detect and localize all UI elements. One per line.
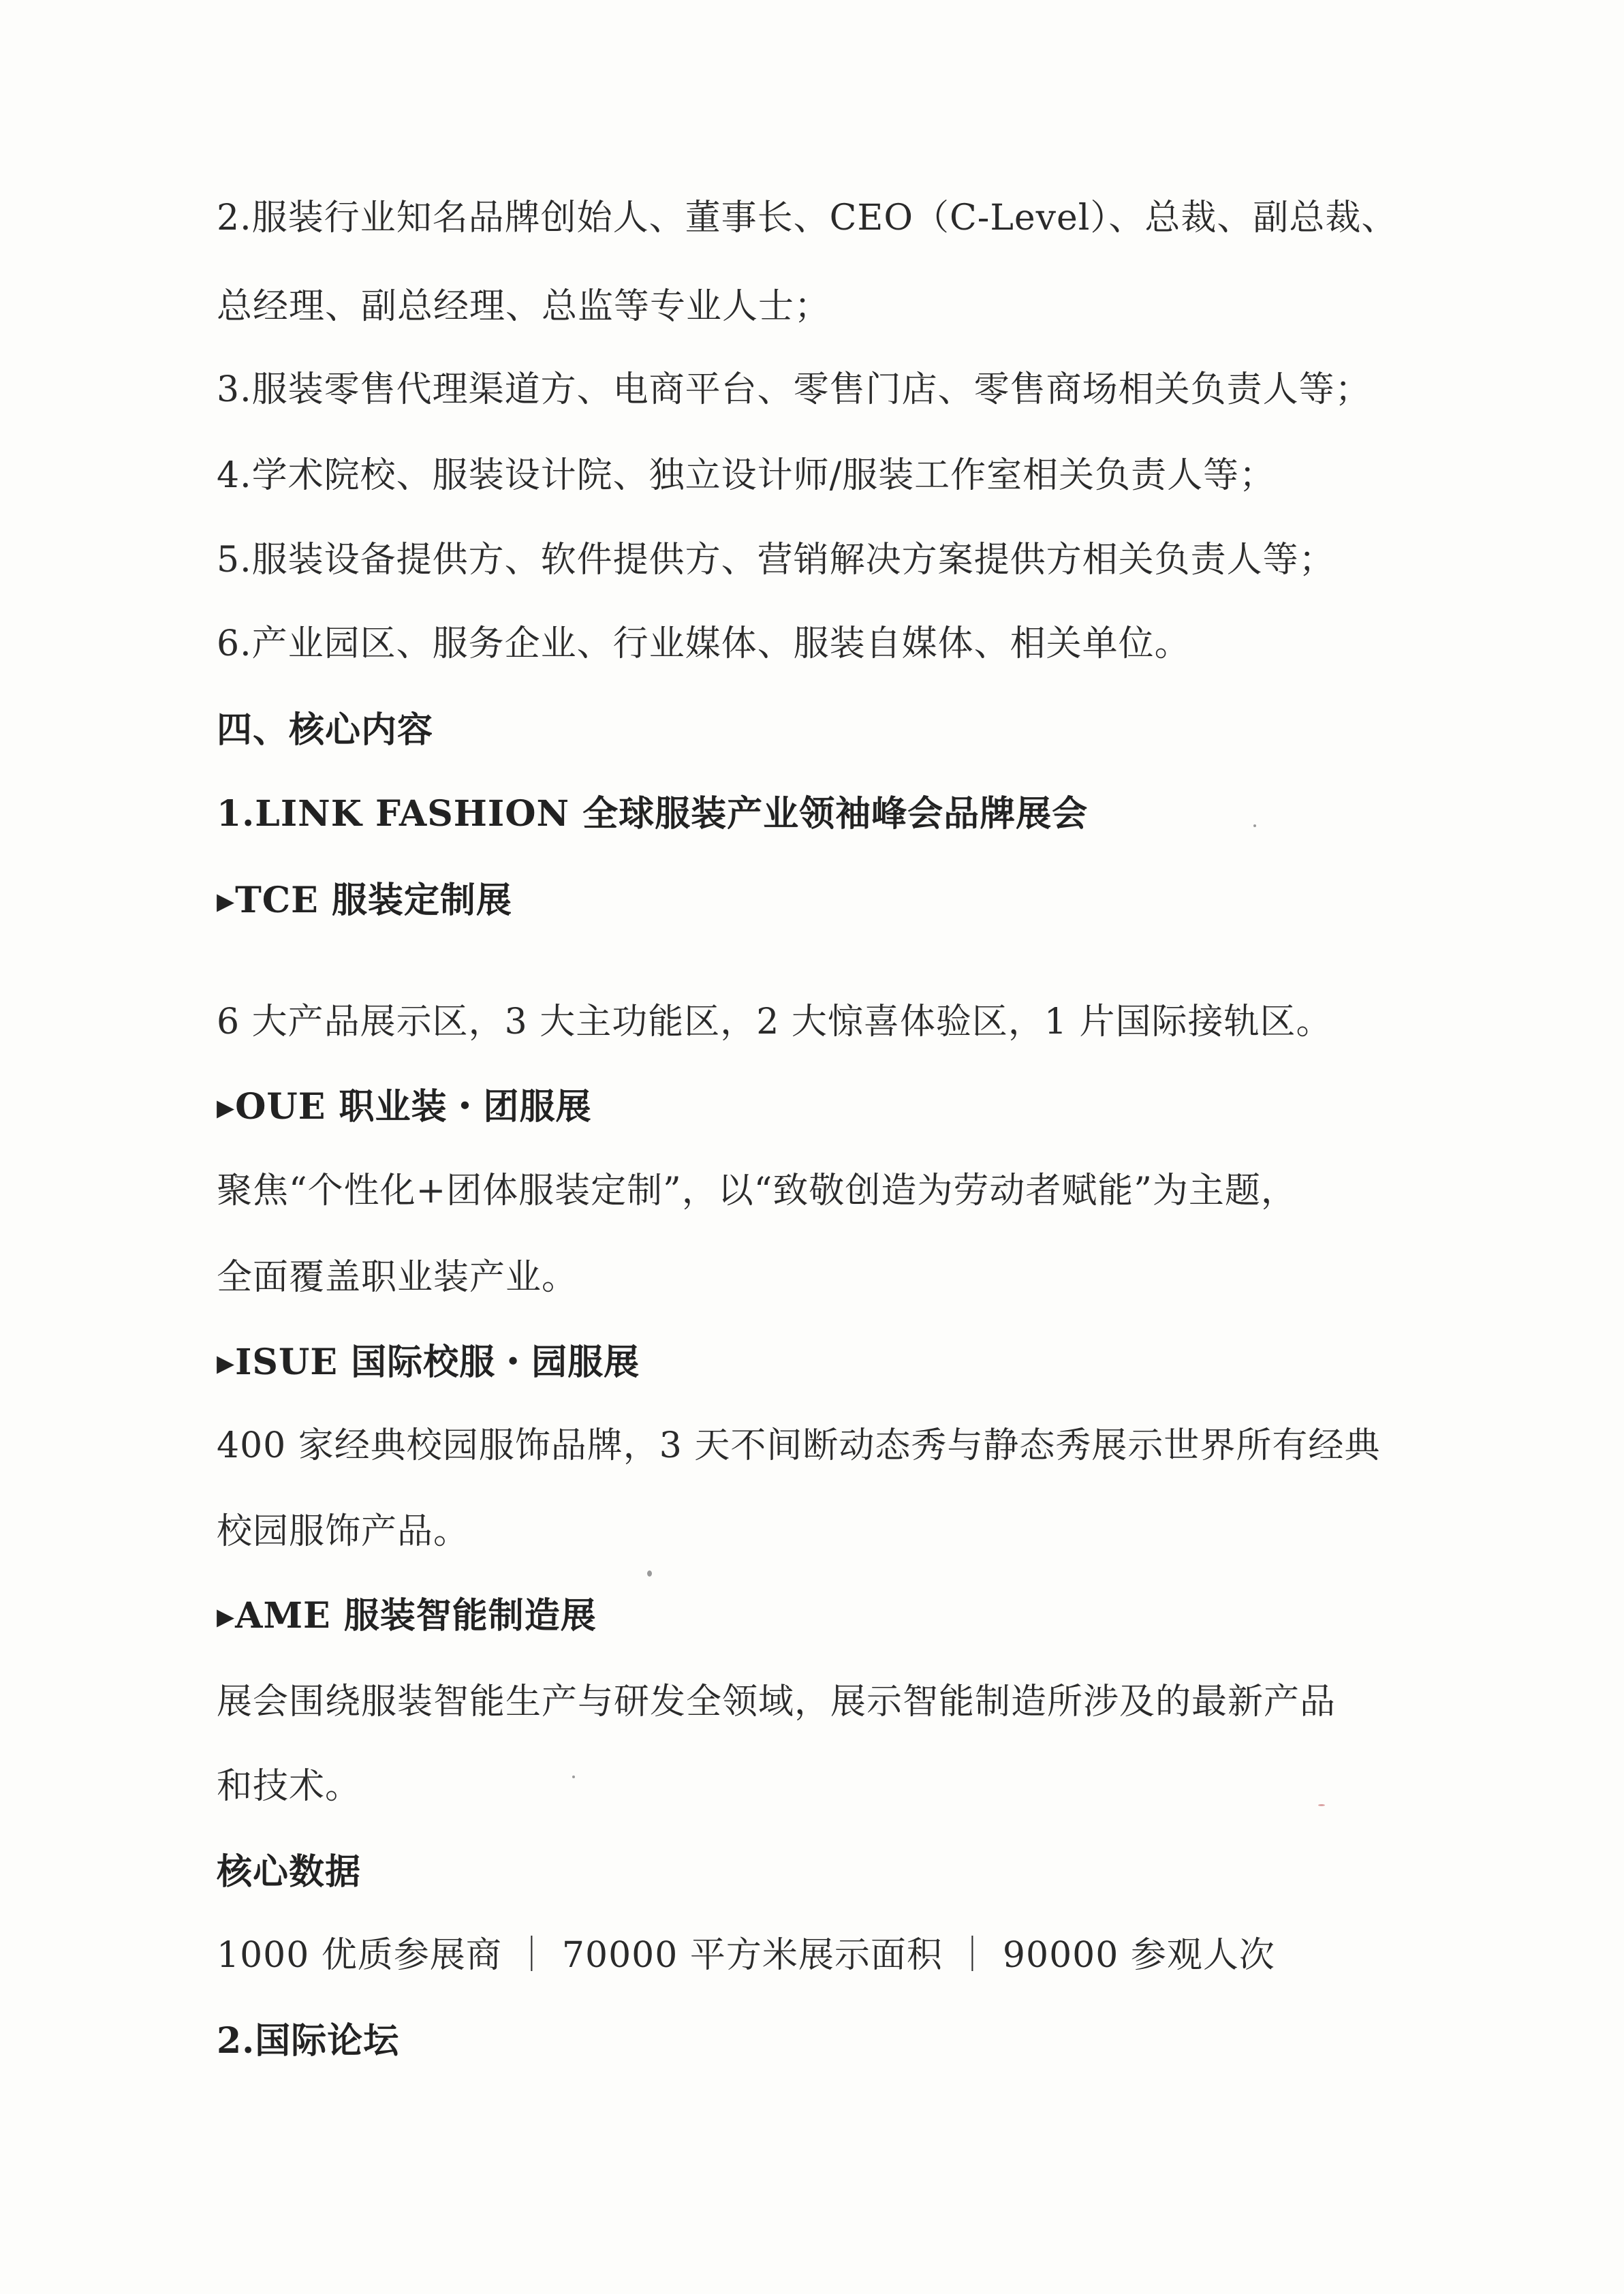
tce-title: ▸TCE 服装定制展 (217, 880, 512, 921)
scan-speck (1253, 824, 1256, 827)
audience-item-3: 3.服装零售代理渠道方、电商平台、零售门店、零售商场相关负责人等； (217, 369, 1371, 410)
audience-item-6: 6.产业园区、服务企业、行业媒体、服装自媒体、相关单位。 (217, 623, 1191, 664)
scan-speck (1318, 1804, 1325, 1806)
ame-title: ▸AME 服装智能制造展 (217, 1595, 597, 1637)
scan-speck (647, 1570, 652, 1577)
oue-description-line-2: 全面覆盖职业装产业。 (217, 1257, 578, 1298)
audience-item-2-line-1: 2.服装行业知名品牌创始人、董事长、CEO（C-Level）、总裁、副总裁、 (217, 198, 1398, 238)
core-data-title: 核心数据 (217, 1851, 362, 1893)
oue-title: ▸OUE 职业装・团服展 (217, 1086, 592, 1128)
audience-item-4: 4.学术院校、服装设计院、独立设计师/服装工作室相关负责人等； (217, 455, 1276, 496)
ame-description-line-2: 和技术。 (217, 1766, 362, 1807)
audience-item-2-line-2: 总经理、副总经理、总监等专业人士； (217, 286, 831, 327)
forum-heading: 2.国际论坛 (217, 2020, 400, 2062)
scan-speck (572, 1776, 575, 1778)
exhibition-title: 1.LINK FASHION 全球服装产业领袖峰会品牌展会 (217, 793, 1089, 835)
oue-description-line-1: 聚焦“个性化+团体服装定制”，以“致敬创造为劳动者赋能”为主题， (217, 1171, 1297, 1211)
core-data-stats: 1000 优质参展商 ｜ 70000 平方米展示面积 ｜ 90000 参观人次 (217, 1935, 1275, 1976)
isue-description-line-1: 400 家经典校园服饰品牌，3 天不间断动态秀与静态秀展示世界所有经典 (217, 1425, 1381, 1466)
ame-description-line-1: 展会围绕服装智能生产与研发全领域，展示智能制造所涉及的最新产品 (217, 1681, 1337, 1722)
tce-description: 6 大产品展示区，3 大主功能区，2 大惊喜体验区，1 片国际接轨区。 (217, 1002, 1332, 1042)
section-heading: 四、核心内容 (217, 709, 434, 751)
audience-item-5: 5.服装设备提供方、软件提供方、营销解决方案提供方相关负责人等； (217, 540, 1335, 580)
isue-description-line-2: 校园服饰产品。 (217, 1511, 470, 1552)
isue-title: ▸ISUE 国际校服・园服展 (217, 1342, 640, 1383)
